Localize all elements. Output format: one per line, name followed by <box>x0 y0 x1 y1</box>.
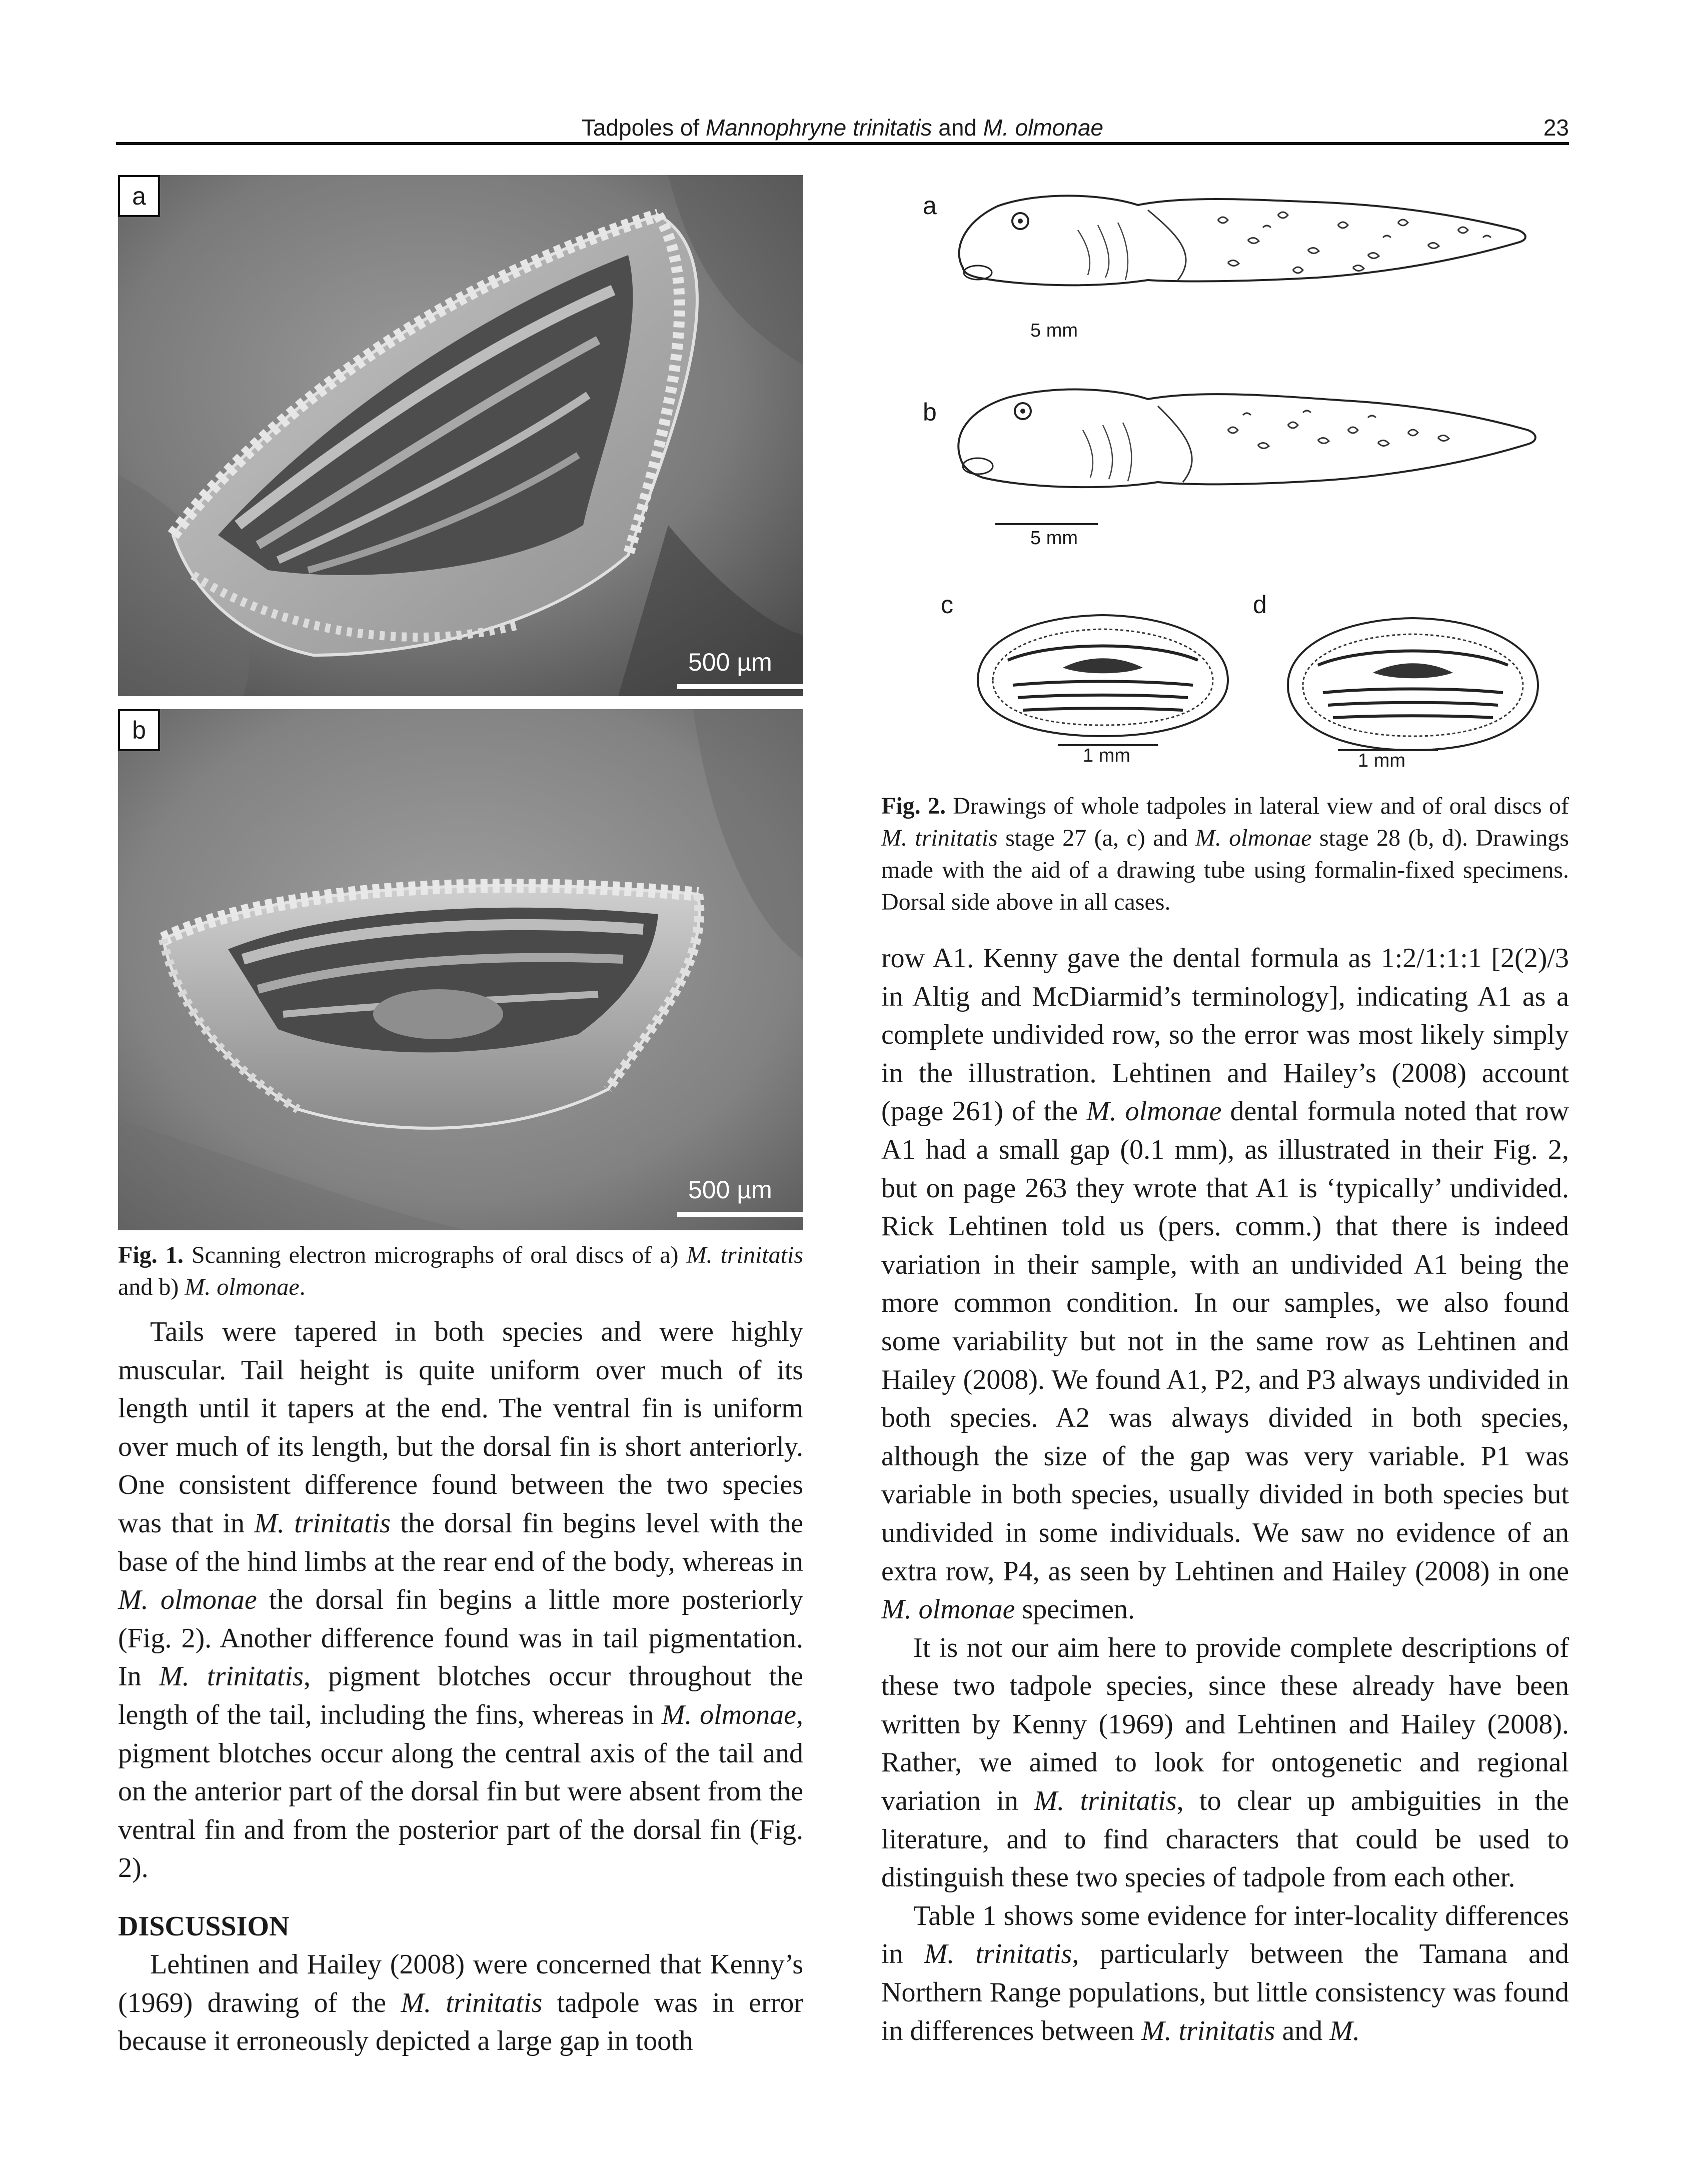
running-header <box>116 111 1569 145</box>
figure2-caption: Fig. 2. Drawings of whole tadpoles in lateral view and of oral discs of M. trinitatis stage 27 (a, c) and M. olmonae stage 28 (b, d). Drawings made with the aid of a drawing tube using formalin-fixed specimens. Dorsal side above in all cases. <box>881 793 1569 915</box>
sem-image-a <box>118 175 803 696</box>
left-column <box>118 1313 803 2060</box>
figure2-label-c: c <box>941 591 953 619</box>
figure2-scale-a: 5 mm <box>1030 320 1078 341</box>
scale-label-b: 500 µm <box>688 1176 772 1204</box>
figure2-scale-bar-d <box>878 745 1568 755</box>
figure2-drawings <box>878 175 1568 790</box>
sem-image-b <box>118 709 803 1230</box>
right-paragraph-1: row A1. Kenny gave the dental formula as 1:2/1:1:1 [2(2)/3 in Altig and McDiarmid’s terminology], indicating A1 as a complete undivided row, so the error was most likely simply in the illustration. Lehtinen and Hailey’s (2008) account (page 261) of the M. olmonae dental formula noted that row A1 had a small gap (0.1 mm), as illustrated in their Fig. 2, but on page 263 they wrote that A1 is ‘typically’ undivided. Rick Lehtinen told us (pers. comm.) that there is indeed variation in their sample, with an undivided A1 being the more common condition. In our samples, we also found some variability but not in the same row as Lehtinen and Hailey (2008). We found A1, P2, and P3 always undivided in both species. A2 was always divided in both species, although the size of the gap was very variable. P1 was variable in both species, usually divided in both species but undivided in some individuals. We saw no evidence of an extra row, P4, as seen by Lehtinen and Hailey (2008) in one M. olmonae specimen. <box>881 943 1569 1625</box>
panel-letter-a: a <box>118 175 160 217</box>
left-paragraph-2: Lehtinen and Hailey (2008) were concerned that Kenny’s (1969) drawing of the M. trinitatis tadpole was in error because it erroneously depicted a large gap in tooth <box>118 1948 803 2057</box>
figure2-label-d: d <box>1253 591 1267 619</box>
figure2-label-b: b <box>923 398 937 426</box>
right-paragraph-2: It is not our aim here to provide complete descriptions of these two tadpole species, since these already have been written by Kenny (1969) and Lehtinen and Hailey (2008). Rather, we aimed to look for ontogenetic and regional variation in M. trinitatis, to clear up ambiguities in the literature, and to find characters that could be used to distinguish these two species of tadpole from each other. <box>881 1632 1569 1893</box>
figure1-caption: Fig. 1. Scanning electron micrographs of oral discs of a) M. trinitatis and b) M. olmonae. <box>118 1242 804 1300</box>
panel-letter-b: b <box>118 709 160 751</box>
scale-label-a: 500 µm <box>688 648 772 676</box>
section-heading-discussion: DISCUSSION <box>118 1910 290 1942</box>
oral-disc-drawing-d <box>1273 605 1553 765</box>
tadpole-drawing-a <box>878 175 1568 305</box>
page-number: 23 <box>1543 115 1569 141</box>
right-column <box>881 939 1569 2050</box>
right-paragraph-3: Table 1 shows some evidence for inter-locality differences in M. trinitatis, particularly between the Tamana and Northern Range populations, but little consistency was found in differences between M. trinitatis and M. <box>881 1900 1569 2046</box>
scale-bar-b <box>677 1212 803 1217</box>
running-title: Tadpoles of Mannophryne trinitatis and M. olmonae <box>581 115 1104 141</box>
tadpole-drawing-b <box>878 375 1568 525</box>
figure2-scale-d: 1 mm <box>1358 750 1405 771</box>
figure2-scale-c: 1 mm <box>1083 745 1130 766</box>
figure1-panel-b <box>118 709 803 1230</box>
figure1-panel-a <box>118 175 803 696</box>
figure2-label-a: a <box>923 192 937 220</box>
scale-bar-a <box>677 684 803 689</box>
figure2-scale-b: 5 mm <box>1030 528 1078 549</box>
left-paragraph-1: Tails were tapered in both species and were highly muscular. Tail height is quite uniform over much of its length until it tapers at the end. The ventral fin is uniform over much of its length, but the dorsal fin is short anteriorly. One consistent difference found between the two species was that in M. trinitatis the dorsal fin begins level with the base of the hind limbs at the rear end of the body, whereas in M. olmonae the dorsal fin begins a little more posteriorly (Fig. 2). Another difference found was in tail pigmentation. In M. trinitatis, pigment blotches occur throughout the length of the tail, including the fins, whereas in M. olmonae, pigment blotches occur along the central axis of the tail and on the anterior part of the dorsal fin but were absent from the ventral fin and from the posterior part of the dorsal fin (Fig. 2). <box>118 1316 803 1884</box>
oral-disc-drawing-c <box>963 605 1243 755</box>
